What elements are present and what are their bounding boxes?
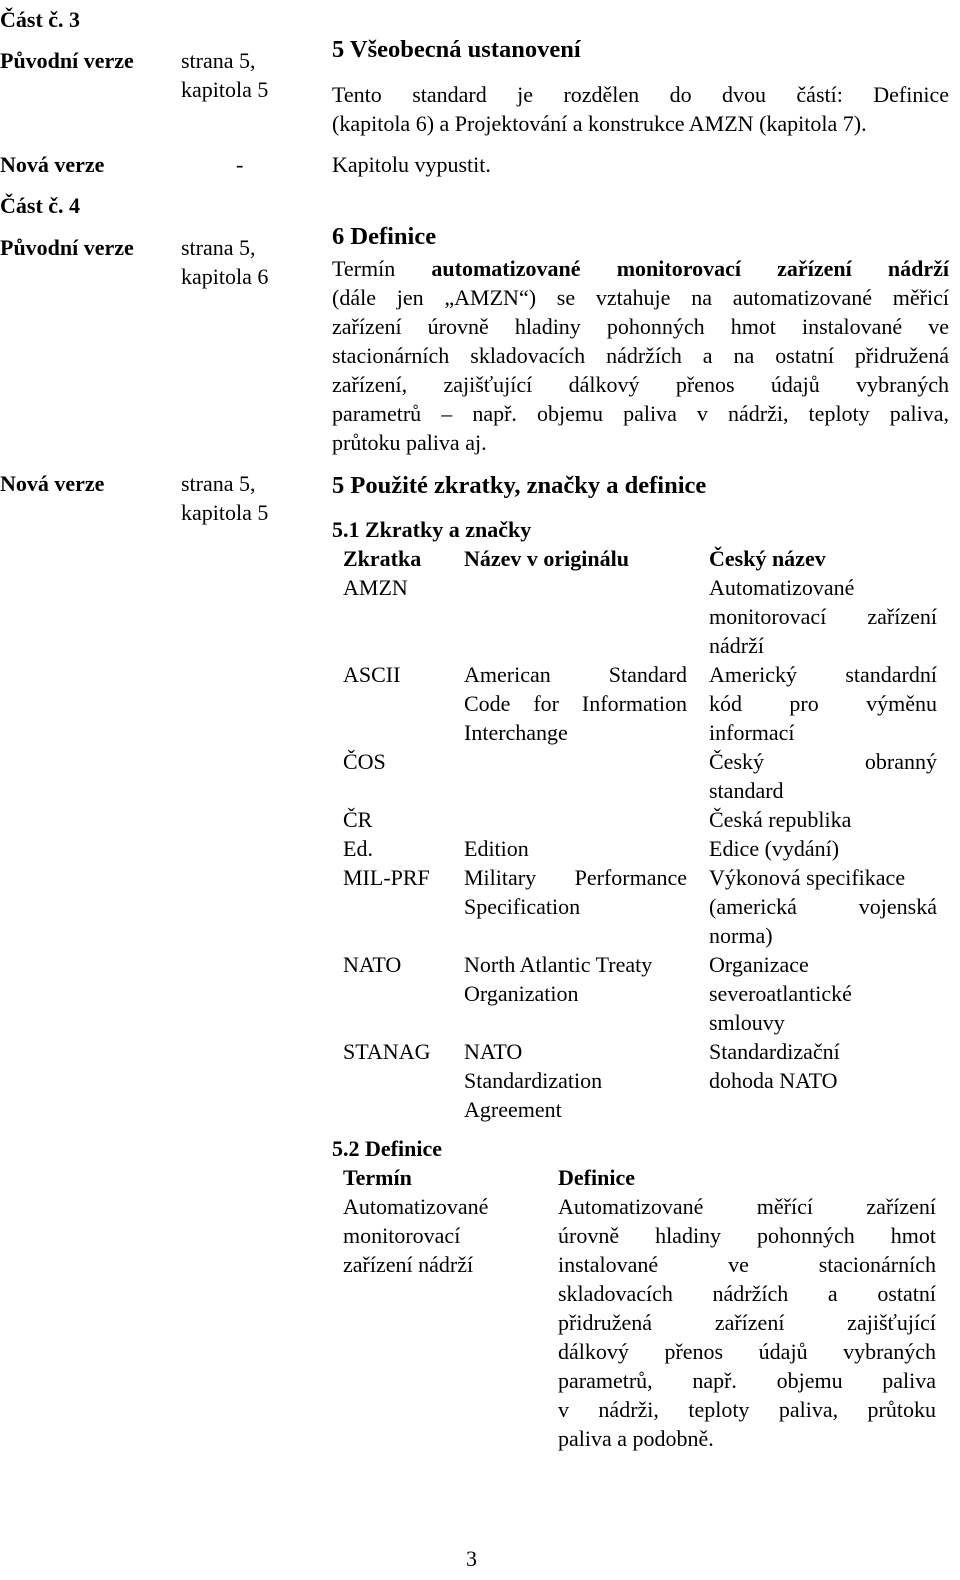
def-line: dálkový přenos údajů vybraných — [558, 1339, 936, 1364]
abbr-czech-name — [709, 805, 937, 834]
part4-definition-paragraph — [332, 254, 949, 457]
part3-orig-label: Původní verze — [0, 48, 134, 73]
abbr-row — [343, 573, 937, 660]
def-line: Automatizované měřící zařízení — [558, 1194, 936, 1219]
cell-line: Standardization — [464, 1068, 603, 1093]
text-line: Tento standard je rozdělen do dvou částí: Definice — [332, 82, 949, 107]
abbr-row — [343, 660, 937, 747]
abbr-code: AMZN — [343, 575, 408, 600]
term-line: monitorovací — [343, 1223, 461, 1248]
para-line: zařízení, zajišťující dálkový přenos údajů vybraných — [332, 372, 949, 397]
abbr-row — [343, 863, 937, 950]
abbr-code: ČOS — [343, 749, 386, 774]
def-line: paliva a podobně. — [558, 1426, 714, 1451]
para-word: Termín — [332, 256, 396, 281]
def-line: přidružená zařízení zajišťující — [558, 1310, 936, 1335]
cell-line: North Atlantic Treaty — [464, 952, 653, 977]
para-line — [332, 254, 949, 283]
cell-line: Česká republika — [709, 807, 852, 832]
part4-orig-label: Původní verze — [0, 235, 134, 260]
abbr-original-name — [464, 660, 709, 747]
para-term: automatizované — [431, 256, 581, 281]
para-line: stacionárních skladovacích nádržích a na ostatní přidružená — [332, 343, 949, 368]
text-line: (kapitola 6) a Projektování a konstrukce AMZN (kapitola 7). — [332, 111, 867, 136]
def-header-definition: Definice — [558, 1165, 635, 1190]
cell-line: Český obranný — [709, 749, 937, 774]
abbr-czech-name — [709, 834, 937, 863]
abbr-table — [343, 544, 937, 1124]
ref-line: kapitola 5 — [181, 500, 269, 525]
abbr-row — [343, 747, 937, 805]
abbr-czech-name — [709, 1037, 937, 1124]
cell-line: nádrží — [709, 633, 764, 658]
cell-line: norma) — [709, 923, 773, 948]
abbr-original-name — [464, 747, 709, 805]
ref-line: kapitola 6 — [181, 264, 269, 289]
page-number: 3 — [466, 1546, 477, 1571]
part4-orig-ref — [181, 233, 268, 291]
cell-line: Organizace — [709, 952, 809, 977]
def-title: 5.2 Definice — [332, 1136, 442, 1161]
cell-line: Standardizační — [709, 1039, 840, 1064]
part4-heading: Část č. 4 — [0, 193, 81, 218]
part3-new-text: Kapitolu vypustit. — [332, 152, 491, 177]
cell-line: (americká vojenská — [709, 894, 937, 919]
abbr-row — [343, 805, 937, 834]
ref-line: strana 5, — [181, 48, 256, 73]
abbr-code: Ed. — [343, 836, 373, 861]
abbr-original-name — [464, 950, 709, 1037]
cell-line: monitorovací zařízení — [709, 604, 937, 629]
ref-line: strana 5, — [181, 235, 256, 260]
part4-new-section-title: 5 Použité zkratky, značky a definice — [332, 472, 707, 499]
abbr-original-name — [464, 805, 709, 834]
abbr-code: ČR — [343, 807, 373, 832]
ref-line: strana 5, — [181, 471, 256, 496]
cell-line: standard — [709, 778, 784, 803]
para-term: zařízení — [777, 256, 852, 281]
abbr-czech-name — [709, 863, 937, 950]
para-line: (dále jen „AMZN“) se vztahuje na automatizované měřicí — [332, 285, 949, 310]
abbr-header-orig: Název v originálu — [464, 546, 629, 571]
part4-new-ref — [181, 469, 268, 527]
cell-line: Code for Information — [464, 691, 687, 716]
abbr-row — [343, 950, 937, 1037]
cell-line: informací — [709, 720, 795, 745]
cell-line: American Standard — [464, 662, 687, 687]
abbr-original-name — [464, 1037, 709, 1124]
cell-line: NATO — [464, 1039, 523, 1064]
part3-orig-ref — [181, 46, 268, 104]
abbr-czech-name — [709, 660, 937, 747]
abbr-czech-name — [709, 950, 937, 1037]
abbr-header-row — [343, 544, 937, 573]
term-line: zařízení nádrží — [343, 1252, 474, 1277]
cell-line: Edice (vydání) — [709, 836, 840, 861]
def-line: instalované ve stacionárních — [558, 1252, 936, 1277]
abbr-original-name — [464, 834, 709, 863]
cell-line: Edition — [464, 836, 529, 861]
para-line: zařízení úrovně hladiny pohonných hmot instalované ve — [332, 314, 949, 339]
def-line: úrovně hladiny pohonných hmot — [558, 1223, 936, 1248]
abbr-row — [343, 1037, 937, 1124]
term-line: Automatizované — [343, 1194, 489, 1219]
abbr-original-name — [464, 863, 709, 950]
abbr-code: ASCII — [343, 662, 401, 687]
abbr-header-cz: Český název — [709, 546, 826, 571]
cell-line: dohoda NATO — [709, 1068, 838, 1093]
abbr-header-abbr: Zkratka — [343, 546, 422, 571]
cell-line: severoatlantické — [709, 981, 852, 1006]
cell-line: Agreement — [464, 1097, 562, 1122]
part4-new-label: Nová verze — [0, 471, 105, 496]
cell-line: Interchange — [464, 720, 568, 745]
def-header-term: Termín — [343, 1165, 412, 1190]
cell-line: kód pro výměnu — [709, 691, 937, 716]
abbr-original-name — [464, 573, 709, 660]
part3-heading: Část č. 3 — [0, 7, 81, 32]
para-line: parametrů – např. objemu paliva v nádrži, teploty paliva, — [332, 401, 949, 426]
para-term: monitorovací — [616, 256, 741, 281]
cell-line: Military Performance — [464, 865, 687, 890]
def-text — [558, 1192, 936, 1453]
abbr-code: NATO — [343, 952, 402, 977]
abbr-row — [343, 834, 937, 863]
part3-orig-text — [332, 80, 949, 138]
part3-new-label: Nová verze — [0, 152, 105, 177]
para-term: nádrží — [887, 256, 950, 281]
cell-line: smlouvy — [709, 1010, 785, 1035]
abbr-title: 5.1 Zkratky a značky — [332, 517, 532, 542]
def-term — [343, 1192, 543, 1279]
abbr-czech-name — [709, 573, 937, 660]
cell-line: Specification — [464, 894, 581, 919]
def-line: parametrů, např. objemu paliva — [558, 1368, 936, 1393]
def-line: v nádrži, teploty paliva, průtoku — [558, 1397, 936, 1422]
def-line: skladovacích nádržích a ostatní — [558, 1281, 936, 1306]
part3-new-ref: - — [236, 152, 244, 177]
cell-line: Automatizované — [709, 575, 855, 600]
part3-section-title: 5 Všeobecná ustanovení — [332, 36, 581, 63]
ref-line: kapitola 5 — [181, 77, 269, 102]
cell-line: Výkonová specifikace — [709, 865, 906, 890]
cell-line: Organization — [464, 981, 579, 1006]
cell-line: Americký standardní — [709, 662, 937, 687]
abbr-code: MIL-PRF — [343, 865, 430, 890]
abbr-code: STANAG — [343, 1039, 431, 1064]
part4-section-title: 6 Definice — [332, 223, 437, 250]
para-line: průtoku paliva aj. — [332, 430, 487, 455]
abbr-czech-name — [709, 747, 937, 805]
